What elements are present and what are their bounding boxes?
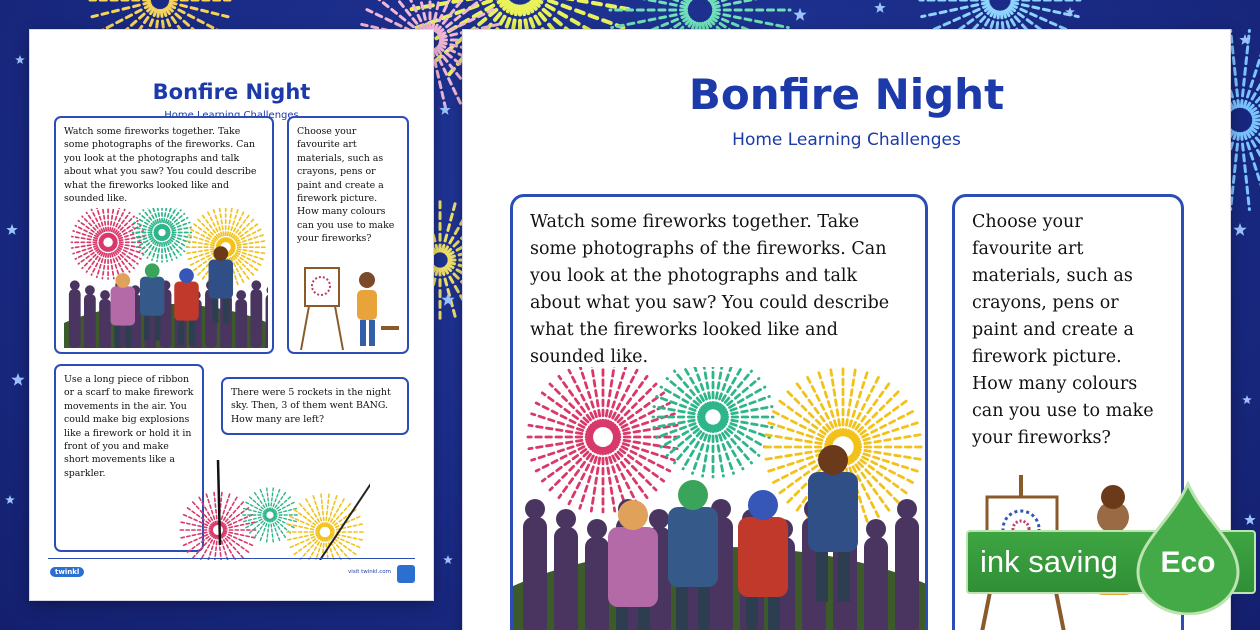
- thumbnail-subtitle: Challenges: [243, 110, 299, 121]
- red-firework-burst: [71, 208, 145, 279]
- twinkl-logo: twinkl: [50, 567, 84, 577]
- person-head: [115, 273, 130, 288]
- crowd-silhouette-head: [85, 285, 95, 295]
- crowd-silhouette-head: [251, 280, 261, 290]
- person-body: [174, 282, 199, 321]
- crowd-silhouette-head: [556, 509, 576, 529]
- person-leg: [768, 597, 780, 630]
- thumbnail-challenge-photographs: [54, 116, 274, 354]
- star-icon: [874, 2, 885, 13]
- person-body: [808, 472, 858, 552]
- person-body: [668, 507, 718, 587]
- person-leg: [676, 587, 688, 630]
- crowd-watching-fireworks-large-illustration: [513, 367, 928, 630]
- visit-link-text: visit twinkl.com: [348, 569, 391, 575]
- person-body: [209, 259, 234, 298]
- person-leg: [125, 326, 131, 348]
- star-icon: [443, 555, 453, 564]
- crowd-silhouette: [523, 517, 547, 630]
- crowd-silhouette-head: [525, 499, 545, 519]
- crowd-watching-fireworks-illustration: [64, 208, 268, 348]
- crowd-silhouette-head: [267, 285, 268, 295]
- person-body: [738, 517, 788, 597]
- person-leg: [212, 299, 218, 324]
- person-body: [111, 286, 136, 325]
- thumbnail-challenge-rockets-text: There were 5 rockets in the night sky. Then, 3 of them went BANG. How many are left?: [231, 387, 391, 425]
- person-leg: [838, 552, 850, 602]
- crowd-silhouette: [99, 299, 111, 348]
- crowd-silhouette: [554, 527, 578, 630]
- main-subtitle: Home Learning Challenges: [732, 130, 961, 150]
- star-icon: [1244, 514, 1255, 525]
- person-leg: [698, 587, 710, 630]
- sparkler-stick: [218, 460, 220, 545]
- eco-label: Eco: [1160, 546, 1216, 579]
- star-icon: [11, 373, 24, 386]
- thumbnail-title: Bonfire Night: [152, 80, 311, 104]
- sparkler-and-rocket-illustration: [150, 420, 370, 560]
- crowd-silhouette: [266, 294, 268, 348]
- thumbnail-challenge-photographs-text: Watch some fireworks together. Take some photographs of the fireworks. Can you look at the photographs and talk about what you saw? You could describe what the fireworks looked like and sounded like.: [64, 126, 257, 205]
- crowd-silhouette: [250, 289, 262, 348]
- person-leg: [746, 597, 758, 630]
- crowd-silhouette: [585, 537, 609, 630]
- person-leg: [144, 316, 150, 341]
- crowd-silhouette: [864, 537, 888, 630]
- eco-drop-icon: [1134, 480, 1242, 615]
- ink-saving-text: ink saving: [980, 544, 1118, 579]
- star-icon: [15, 55, 25, 64]
- crowd-silhouette-head: [100, 290, 110, 300]
- person-leg: [638, 607, 650, 630]
- star-icon: [1242, 395, 1252, 404]
- main-title: Bonfire Night: [688, 70, 1005, 119]
- crowd-silhouette: [69, 289, 81, 348]
- crowd-silhouette: [235, 299, 247, 348]
- person-leg: [816, 552, 828, 602]
- person-leg: [189, 321, 195, 346]
- crowd-silhouette-head: [70, 280, 80, 290]
- main-challenge-photographs-text: Watch some fireworks together. Take some photographs of the fireworks. Can you look at the photographs and talk about what you saw? You could describe what the fireworks looked like and sounded like.: [530, 212, 890, 367]
- star-icon: [1233, 223, 1246, 236]
- person-leg: [155, 316, 161, 341]
- person-leg: [178, 321, 184, 346]
- person-head: [678, 480, 708, 510]
- person-head: [618, 500, 648, 530]
- main-challenge-photographs: [510, 194, 928, 630]
- person-head: [818, 445, 848, 475]
- star-icon: [793, 8, 806, 21]
- yellow-small-burst: [285, 492, 365, 560]
- person-head: [748, 490, 778, 520]
- thumbnail-footer: [48, 558, 415, 582]
- thumbnail-challenge-art: [287, 116, 409, 354]
- red-firework-burst: [528, 367, 678, 512]
- crowd-silhouette-head: [649, 509, 669, 529]
- person-leg: [114, 326, 120, 348]
- person-leg: [223, 299, 229, 324]
- person-head: [213, 246, 228, 261]
- teal-small-burst: [242, 487, 298, 543]
- artist-painting-illustration: [297, 258, 402, 353]
- crowd-silhouette: [926, 527, 928, 630]
- thumbnail-challenge-ribbon-text: Use a long piece of ribbon or a scarf to make firework movements in the air. You could make big explosions like a firework or hold it in front of you and make short movements like a sparkler.: [64, 374, 194, 479]
- main-challenge-art-text: Choose your favourite art materials, such as crayons, pens or paint and create a firework picture. How many colours can you use to make your fireworks?: [972, 212, 1154, 448]
- twinkl-badge-icon: [397, 565, 415, 583]
- person-leg: [616, 607, 628, 630]
- crowd-silhouette-head: [587, 519, 607, 539]
- person-head: [145, 263, 160, 278]
- crowd-silhouette: [84, 294, 96, 348]
- star-icon: [439, 104, 450, 115]
- star-icon: [5, 495, 15, 504]
- crowd-silhouette-head: [897, 499, 917, 519]
- crowd-silhouette: [895, 517, 919, 630]
- person-body: [140, 277, 165, 316]
- person-head: [179, 268, 194, 283]
- thumbnail-challenge-art-text: Choose your favourite art materials, such as crayons, pens or paint and create a firework picture. How many colours can you use to make your fireworks?: [297, 126, 395, 245]
- crowd-silhouette-head: [236, 290, 246, 300]
- thumbnail-page: [30, 30, 433, 600]
- crowd-silhouette-head: [866, 519, 886, 539]
- person-body: [608, 527, 658, 607]
- star-icon: [6, 224, 17, 235]
